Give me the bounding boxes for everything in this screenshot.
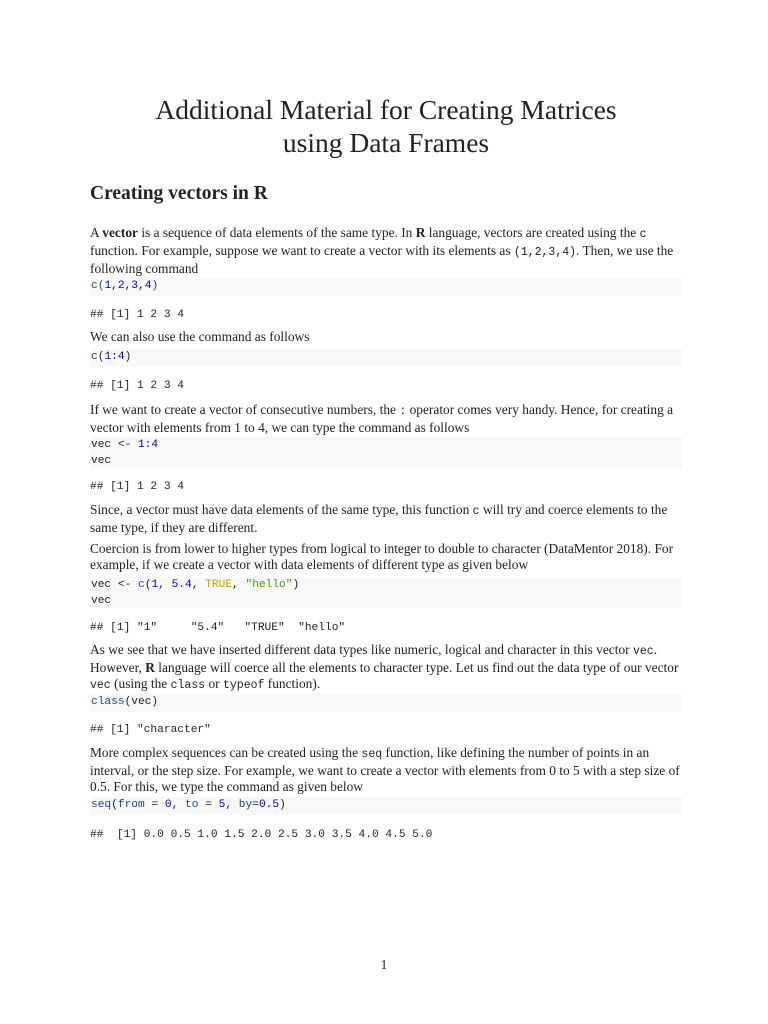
code-output: ## [1] "character" bbox=[90, 724, 211, 736]
code-block: c(1,2,3,4) bbox=[90, 278, 682, 296]
page-number: 1 bbox=[380, 957, 388, 972]
code-block: vec <- c(1, 5.4, TRUE, "hello") vec bbox=[90, 577, 682, 608]
paragraph-data-types: As we see that we have inserted different data types like numeric, logical and character in this vector vec. However, R language will coerce all the elements to character type. Let us find out the data type of our vector vec (using the class or typeof function). bbox=[90, 642, 679, 692]
code-block: class(vec) bbox=[90, 694, 682, 712]
document-title bbox=[90, 93, 682, 159]
title-line-1: Additional Material for Creating Matrices bbox=[155, 94, 617, 125]
paragraph-colon-operator: If we want to create a vector of consecutive numbers, the : operator comes very handy. Hence, for creating a vector with elements from 1 to 4, we can type the command as follows bbox=[90, 402, 674, 435]
paragraph-coercion-order: Coercion is from lower to higher types from logical to integer to double to character (DataMentor 2018). For example, if we create a vector with data elements of different type as given below bbox=[90, 541, 674, 572]
code-output: ## [1] 1 2 3 4 bbox=[90, 309, 184, 321]
code-block: seq(from = 0, to = 5, by=0.5) bbox=[90, 797, 682, 815]
code-block: c(1:4) bbox=[90, 349, 682, 367]
paragraph-vector-intro: A vector is a sequence of data elements of the same type. In R language, vectors are created using the c function. For example, suppose we want to create a vector with its elements as (1,2,3,4). Then, we use the following command bbox=[90, 225, 674, 276]
code-output: ## [1] 1 2 3 4 bbox=[90, 481, 184, 493]
paragraph-coerce: Since, a vector must have data elements of the same type, this function c will try and coerce elements to the same type, if they are different. bbox=[90, 502, 668, 535]
code-output: ## [1] "1" "5.4" "TRUE" "hello" bbox=[90, 622, 346, 634]
title-line-2: using Data Frames bbox=[282, 127, 490, 158]
code-output: ## [1] 0.0 0.5 1.0 1.5 2.0 2.5 3.0 3.5 4.0 4.5 5.0 bbox=[90, 829, 433, 841]
code-block: vec <- 1:4 vec bbox=[90, 437, 682, 468]
code-output: ## [1] 1 2 3 4 bbox=[90, 380, 184, 392]
paragraph-seq: More complex sequences can be created using the seq function, like defining the number of points in an interval, or the step size. For example, we want to create a vector with elements from 0 to 5 with a step size of 0.5. For this, we type the command as given below bbox=[90, 745, 680, 794]
paragraph: We can also use the command as follows bbox=[90, 329, 310, 344]
section-heading: Creating vectors in R bbox=[90, 183, 268, 204]
